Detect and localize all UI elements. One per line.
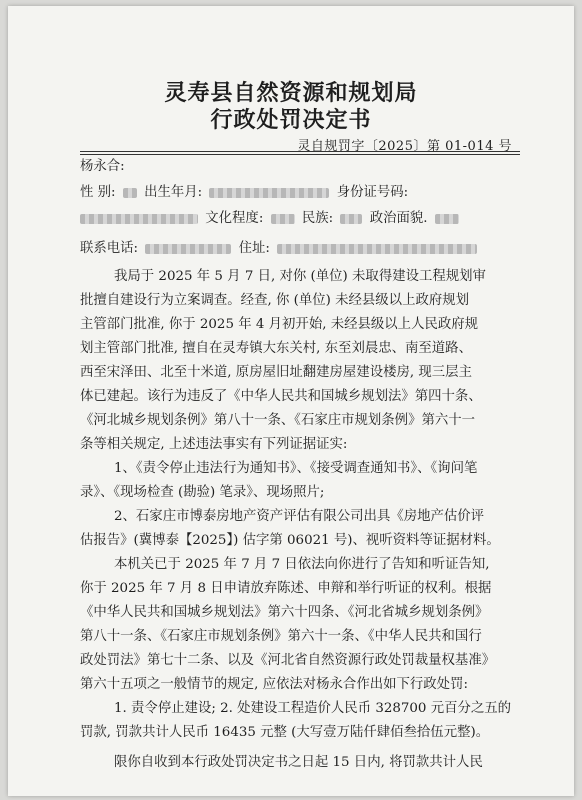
birth-label: 出生年月: xyxy=(144,185,203,200)
education-label: 文化程度: xyxy=(205,211,264,226)
redacted-education xyxy=(271,214,295,224)
body-line: 《河北城乡规划条例》第八十一条、《石家庄市规划条例》第六十一 xyxy=(80,413,476,428)
body-line: 我局于 2025 年 5 月 7 日, 对你 (单位) 未取得建设工程规划审 xyxy=(114,269,486,284)
redacted-politics xyxy=(435,214,459,224)
ethnicity-label: 民族: xyxy=(301,211,334,226)
politics-label: 政治面貌. xyxy=(369,211,428,226)
header-rule xyxy=(80,151,520,152)
redacted-address xyxy=(277,244,477,254)
penalty-line: 罚款, 罚款共计人民币 16435 元整 (大写壹万陆仟肆佰叁拾伍元整)。 xyxy=(80,725,490,740)
document-number: 灵自规罚字〔2025〕第 01-014 号 xyxy=(297,139,512,154)
document-title-line1: 灵寿县自然资源和规划局 xyxy=(164,80,418,106)
phone-label: 联系电话: xyxy=(80,241,139,256)
evidence-item-2-cont: 估报告》(冀博泰【2025】) 估字第 06021 号)、视听资料等证据材料。 xyxy=(80,533,500,548)
document-page xyxy=(8,6,574,796)
party-info-row-3 xyxy=(80,238,536,260)
party-name: 杨永合: xyxy=(80,159,125,174)
party-info-row-1 xyxy=(80,182,536,204)
body-line: 《中华人民共和国城乡规划法》第六十四条、《河北省城乡规划条例》 xyxy=(80,605,489,620)
body-line: 条等相关规定, 上述违法事实有下列证据证实: xyxy=(80,437,348,452)
redacted-birth xyxy=(209,188,329,198)
redacted-gender xyxy=(123,188,137,198)
document-title-line2: 行政处罚决定书 xyxy=(210,107,372,133)
body-line: 第六十五项之一般情节的规定, 应依法对杨永合作出如下行政处罚: xyxy=(80,677,468,692)
redacted-ethnicity xyxy=(340,214,362,224)
redacted-id xyxy=(80,214,198,224)
body-line: 西至宋泽田、北至十米道, 原房屋旧址翻建房屋建设楼房, 现三层主 xyxy=(80,365,472,380)
penalty-line: 1. 责令停止建设; 2. 处建设工程造价人民币 328700 元百分之五的 xyxy=(114,701,512,716)
party-info-row-2 xyxy=(80,208,536,230)
body-line: 批擅自建设行为立案调查。经查, 你 (单位) 未经县级以上政府规划 xyxy=(80,293,470,308)
header-rule xyxy=(80,154,520,155)
body-line: 政处罚法》第七十二条、以及《河北省自然资源行政处罚裁量权基准》 xyxy=(80,653,496,668)
evidence-item-1: 1、《责令停止违法行为通知书》、《接受调查通知书》、《询问笔 xyxy=(114,461,478,476)
body-line: 主管部门批准, 你于 2025 年 4 月初开始, 未经县级以上人民政府规 xyxy=(80,317,479,332)
address-label: 住址: xyxy=(238,241,270,256)
body-line: 本机关已于 2025 年 7 月 7 日依法向你进行了告知和听证告知, xyxy=(114,557,490,572)
redacted-phone xyxy=(145,244,231,254)
body-line: 划主管部门批准, 擅自在灵寿镇大东关村, 东至刘晨忠、南至道路、 xyxy=(80,341,472,356)
evidence-item-1-cont: 录》、《现场检查 (勘验) 笔录》、现场照片; xyxy=(80,485,325,500)
body-line: 第八十一条、《石家庄市规划条例》第六十一条、《中华人民共和国行 xyxy=(80,629,482,644)
body-line: 限你自收到本行政处罚决定书之日起 15 日内, 将罚款共计人民 xyxy=(114,755,483,770)
evidence-item-2: 2、石家庄市博泰房地产资产评估有限公司出具《房地产估价评 xyxy=(114,509,485,524)
id-label: 身份证号码: xyxy=(336,185,409,200)
body-line: 你于 2025 年 7 月 8 日申请放弃陈述、申辩和举行听证的权利。根据 xyxy=(80,581,492,596)
gender-label: 性 别: xyxy=(80,185,116,200)
body-line: 体已建起。该行为违反了《中华人民共和国城乡规划法》第四十条、 xyxy=(80,389,482,404)
